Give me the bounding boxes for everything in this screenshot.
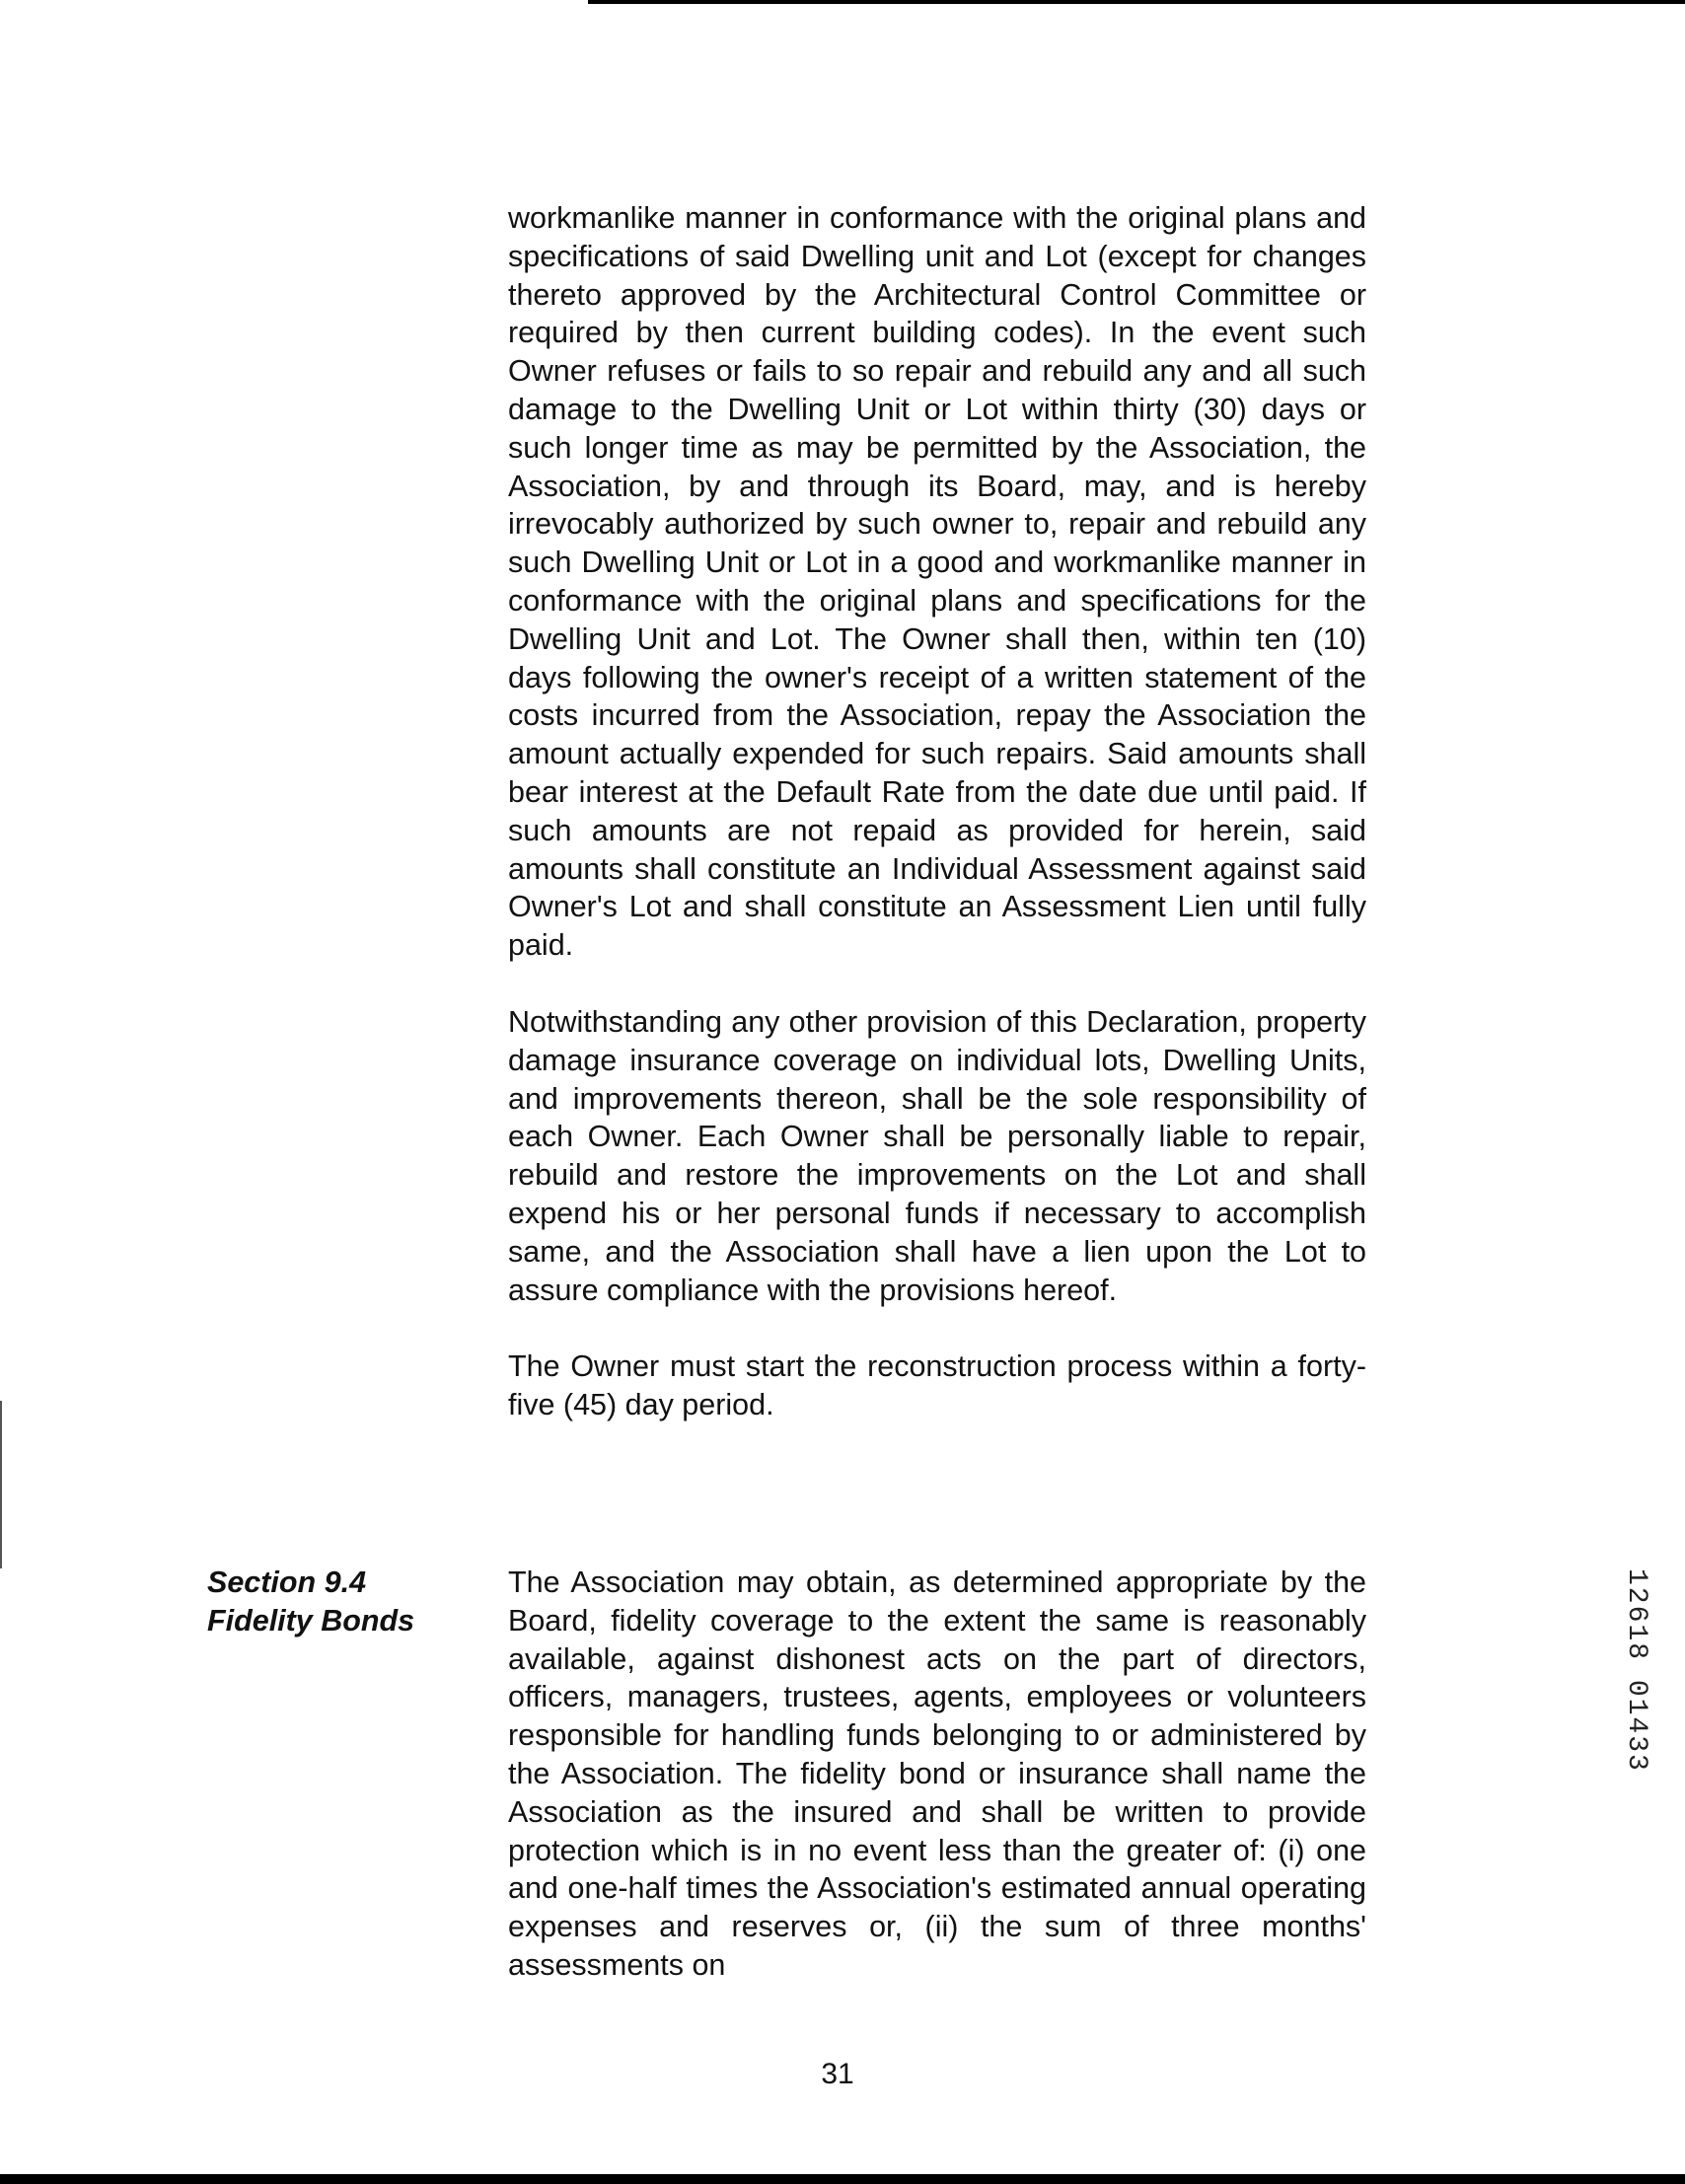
page-number-text: 31 — [821, 2058, 854, 2090]
scan-edge-mark — [0, 1401, 2, 1568]
paragraph-reconstruction-period: The Owner must start the reconstruction process within a forty-five (45) day period. — [508, 1349, 1366, 1422]
recording-stamp-number: 12618 01433 — [1621, 1568, 1651, 1773]
section-heading — [207, 1564, 464, 1640]
top-border-rule — [588, 0, 1685, 4]
section-title: Fidelity Bonds — [207, 1603, 415, 1638]
paragraph-repair-obligation: workmanlike manner in conformance with the original plans and specifications of said Dwelling unit and Lot (except for changes thereto approved by the Architectural Control Committee or required by then current building codes). In the event such Owner refuses or fails to so repair and rebuild any and all such damage to the Dwelling Unit or Lot within thirty (30) days or such longer time as may be permitted by the Association, the Association, by and through its Board, may, and is hereby irrevocably authorized by such owner to, repair and rebuild any such Dwelling Unit or Lot in a good and workmanlike manner in conformance with the original plans and specifications for the Dwelling Unit and Lot. The Owner shall then, within ten (10) days following the owner's receipt of a written statement of the costs incurred from the Association, repay the Association the amount actually expended for such repairs. Said amounts shall bear interest at the Default Rate from the date due until paid. If such amounts are not repaid as provided for herein, said amounts shall constitute an Individual Assessment against said Owner's Lot and shall constitute an Assessment Lien until fully paid. — [508, 201, 1366, 963]
paragraph-owner-responsibility: Notwithstanding any other provision of this Declaration, property damage insurance coverage on individual lots, Dwelling Units, and improvements thereon, shall be the sole responsibility of each Owner. Each Owner shall be personally liable to repair, rebuild and restore the improvements on the Lot and shall expend his or her personal funds if necessary to accomplish same, and the Association shall have a lien upon the Lot to assure compliance with the provisions hereof. — [508, 1004, 1366, 1307]
body-text-column — [508, 199, 1366, 1463]
section-number: Section 9.4 — [207, 1565, 367, 1599]
page-number — [0, 2057, 1685, 2092]
section-body-fidelity-bonds: The Association may obtain, as determined appropriate by the Board, fidelity coverage to the extent the same is reasonably available, against dishonest acts on the part of directors, officers, managers, trustees, agents, employees or volunteers responsible for handling funds belonging to or administered by the Association. The fidelity bond or insurance shall name the Association as the insured and shall be written to provide protection which is in no event less than the greater of: (i) one and one-half times the Association's estimated annual operating expenses and reserves or, (ii) the sum of three months' assessments on — [508, 1565, 1366, 1982]
recording-stamp — [1616, 1568, 1655, 1864]
bottom-border-rule — [0, 2174, 1685, 2184]
